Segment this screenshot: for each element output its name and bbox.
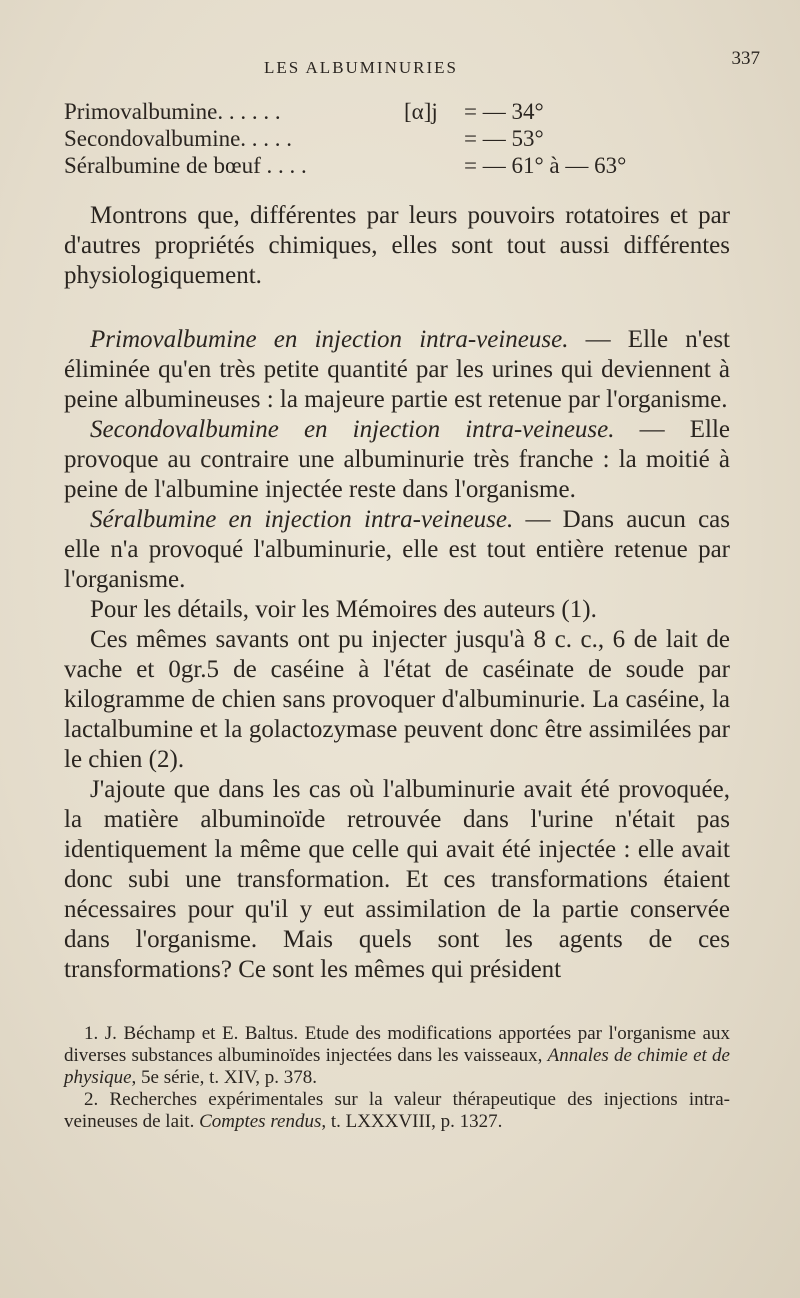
rotation-values-table (64, 98, 730, 179)
paragraph-heading: Primovalbumine en injection intra-veineuse. (90, 326, 569, 353)
value-measure: = — 61° à — 63° (464, 153, 627, 178)
footnote-text: 1. J. Béchamp et E. Baltus. Etude des modifications apportées par l'organisme aux diverses substances albuminoïdes injectées dans les vaisseaux, (64, 1023, 730, 1066)
footnote-text: 2. Recherches expérimentales sur la valeur thérapeutique des injections intra-veineuses de lait. (64, 1089, 730, 1132)
value-name: Primovalbumine. . . . . . (64, 99, 281, 124)
paragraph-heading: Séralbumine en injection intra-veineuse. (90, 506, 514, 533)
footnote (64, 1023, 730, 1089)
paragraph (64, 595, 730, 625)
paragraph (64, 775, 730, 985)
page-number: 337 (731, 48, 760, 69)
value-row (64, 125, 730, 152)
value-symbol: [α]j (404, 99, 438, 124)
paragraph-text: — Elle n'est éliminée qu'en très petite quantité par les urines qui deviennent à peine albumineuses : la majeure partie est retenue par l'organisme. (64, 326, 730, 413)
paragraph (64, 625, 730, 775)
value-row (64, 152, 730, 179)
paragraph (64, 325, 730, 415)
paragraph (64, 201, 730, 291)
footnotes (64, 1023, 730, 1133)
value-symbol (404, 152, 464, 179)
footnote-text: , 5e série, t. XIV, p. 378. (131, 1067, 317, 1088)
paragraph-text: Montrons que, différentes par leurs pouvoirs rotatoires et par d'autres propriétés chimiques, elles sont tout aussi différentes physiologiquement. (64, 202, 730, 289)
paragraph-text: — Elle provoque au contraire une albuminurie très franche : la moitié à peine de l'albumine injectée reste dans l'organisme. (64, 416, 730, 503)
footnote-journal: Comptes rendus (199, 1111, 322, 1132)
value-name: Secondovalbumine. . . . . (64, 126, 293, 151)
paragraph (64, 415, 730, 505)
footnote (64, 1089, 730, 1133)
paragraph-text: Ces mêmes savants ont pu injecter jusqu'à 8 c. c., 6 de lait de vache et 0gr.5 de caséine à l'état de caséinate de soude par kilogramme de chien sans provoquer d'albuminurie. La caséine, la lactalbumine et la golactozymase peuvent donc être assimilées par le chien (2). (64, 626, 730, 773)
value-name: Séralbumine de bœuf . . . . (64, 153, 307, 178)
value-measure: = — 34° (464, 99, 544, 124)
value-measure: = — 53° (464, 126, 544, 151)
footnote-journal: Annales de chimie et de physique (64, 1045, 730, 1088)
paragraph-text: J'ajoute que dans les cas où l'albuminurie avait été provoquée, la matière albuminoïde retrouvée dans l'urine n'était pas identiquement la même que celle qui avait été injectée : elle avait donc subi une transformation. Et ces transformations étaient nécessaires pour qu'il y eut assimilation de la partie conservée dans l'organisme. Mais quels sont les agents de ces transformations? Ce sont les mêmes qui président (64, 776, 730, 983)
value-symbol (404, 125, 464, 152)
paragraph-text: Pour les détails, voir les Mémoires des auteurs (1). (90, 596, 597, 623)
paragraph (64, 505, 730, 595)
body-text (64, 201, 730, 985)
paragraph-text: — Dans aucun cas elle n'a provoqué l'albuminurie, elle est tout entière retenue par l'organisme. (64, 506, 730, 593)
running-title: LES ALBUMINURIES (264, 58, 458, 77)
value-row (64, 98, 730, 125)
paragraph-heading: Secondovalbumine en injection intra-veineuse. (90, 416, 615, 443)
footnote-text: , t. LXXXVIII, p. 1327. (321, 1111, 503, 1132)
page-header (64, 48, 760, 88)
